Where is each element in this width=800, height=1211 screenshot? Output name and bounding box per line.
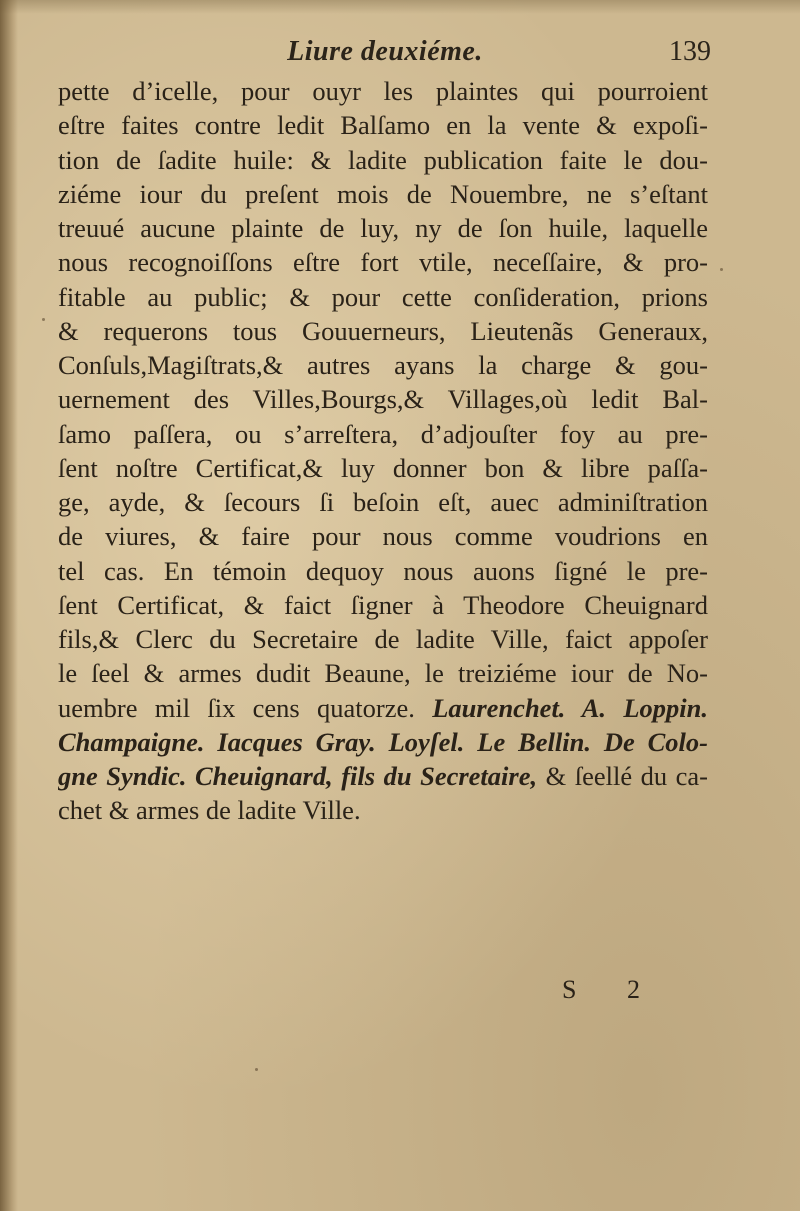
text-line: & requerons tous Gouuerneurs, Lieutenãs Generaux,	[58, 315, 708, 346]
paper-speck	[720, 268, 723, 271]
text-line: Conſuls,Magiſtrats,& autres ayans la charge & gou-	[58, 350, 708, 380]
text-line: ſent noſtre Certificat,& luy donner bon & libre paſſa-	[58, 452, 708, 483]
text-line: tion de ſadite huile: & ladite publication faite le dou-	[58, 144, 708, 175]
text-line-final: chet & armes de ladite Ville.	[58, 795, 361, 826]
page-binding-edge	[0, 0, 18, 1211]
text-line: ge, ayde, & ſecours ſi beſoin eſt, auec adminiſtration	[58, 487, 708, 517]
page-number: 139	[669, 36, 711, 67]
text-line: le ſeel & armes dudit Beaune, le treiziéme iour de No-	[58, 658, 708, 689]
running-title: Liure deuxiéme.	[287, 36, 483, 67]
date-text: uembre mil ſix cens quatorze.	[58, 692, 415, 723]
paper-speck	[255, 1068, 258, 1071]
text-line: ſamo paſſera, ou s’arreſtera, d’adjouſter foy au pre-	[58, 418, 708, 449]
text-line-syndic	[58, 759, 708, 793]
text-line: eſtre faites contre ledit Balſamo en la vente & expoſi-	[58, 110, 708, 141]
body-text	[58, 74, 708, 828]
text-line: uernement des Villes,Bourgs,& Villages,où ledit Bal-	[58, 384, 708, 415]
page-top-shadow	[0, 0, 800, 14]
text-line: ſent Certificat, & faict ſigner à Theodore Cheuignard	[58, 589, 708, 620]
text-line: treuué aucune plainte de luy, ny de ſon huile, laquelle	[58, 213, 708, 243]
text-line: fils,& Clerc du Secretaire de ladite Ville, faict appoſer	[58, 624, 708, 654]
text-line: de viures, & faire pour nous comme voudrions en	[58, 521, 708, 552]
text-line: pette d’icelle, pour ouyr les plaintes qui pourroient	[58, 76, 708, 106]
text-line: fitable au public; & pour cette conſideration, prions	[58, 281, 708, 312]
text-line: ziéme iour du preſent mois de Nouembre, ne s’eſtant	[58, 178, 708, 209]
paper-speck	[42, 318, 45, 321]
text-line: nous recognoiſſons eſtre fort vtile, neceſſaire, & pro-	[58, 247, 708, 278]
text-line-date-signatures	[58, 691, 708, 725]
signatory-names: gne Syndic. Cheuignard, fils du Secretaire,	[58, 761, 538, 791]
text-line: tel cas. En témoin dequoy nous auons ſigné le pre-	[58, 555, 708, 586]
signatory-names-line: Champaigne. Iacques Gray. Loyſel. Le Bellin. De Colo-	[58, 726, 708, 757]
sealed-text: & ſeellé du ca-	[545, 761, 708, 791]
page-header	[55, 34, 715, 74]
signatory-names: Laurenchet. A. Loppin.	[432, 692, 708, 723]
signature-mark: S 2	[562, 975, 662, 1004]
